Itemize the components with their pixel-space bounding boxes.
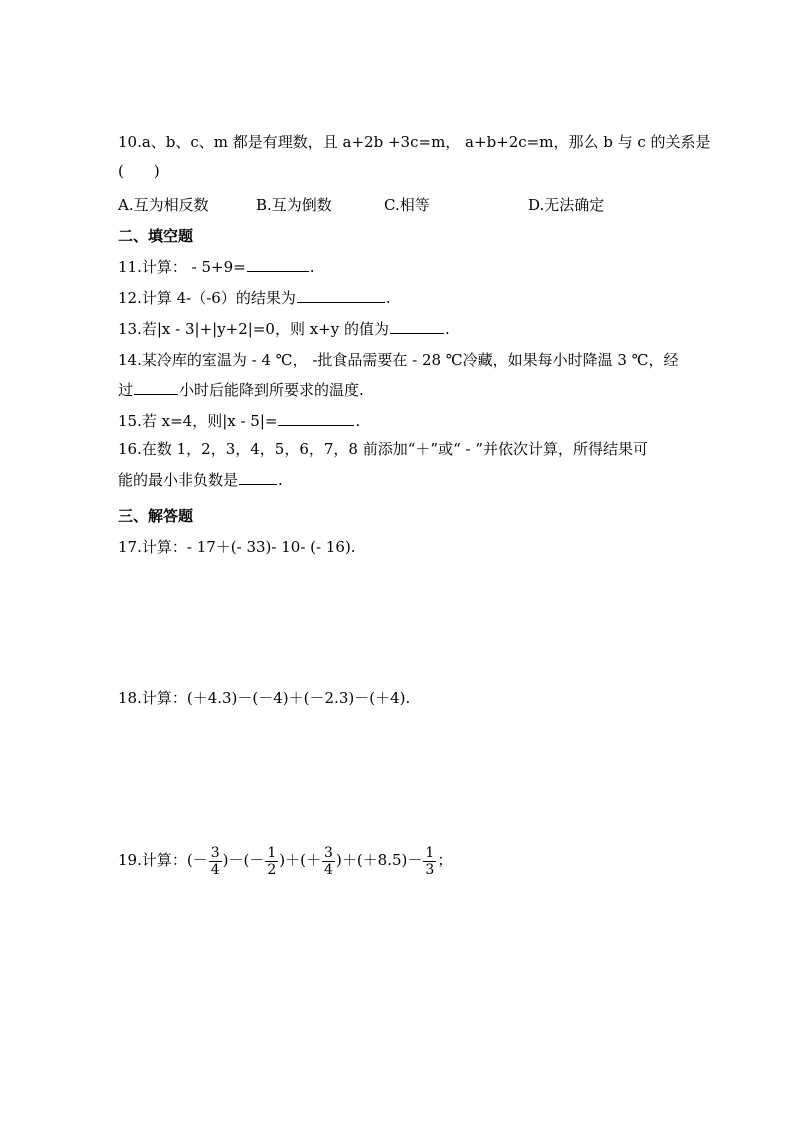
operator: ＋ xyxy=(285,851,301,869)
question-14-line-2 xyxy=(118,379,364,401)
question-19-prefix: 19.计算： xyxy=(118,851,187,869)
paren-close: ) xyxy=(222,851,229,869)
paren-open: (－ xyxy=(243,851,265,869)
question-14-line-2-end: 小时后能降到所要求的温度. xyxy=(179,381,364,399)
question-16-line-1: 16.在数 1，2，3，4，5，6，7，8 前添加“＋”或“ - ”并依次计算，所得结果可 xyxy=(118,440,649,458)
question-12 xyxy=(118,287,391,309)
question-18: 18.计算：(＋4.3)－(－4)＋(－2.3)－(＋4). xyxy=(118,689,411,707)
denominator: 4 xyxy=(210,861,220,878)
question-14-line-1: 14.某冷库的室温为 - 4 ℃， -批食品需要在 - 28 ℃冷藏，如果每小时降温 3 ℃，经 xyxy=(118,351,679,369)
answer-blank xyxy=(134,379,178,395)
question-13-end: . xyxy=(444,320,450,338)
denominator: 3 xyxy=(425,861,435,878)
question-19 xyxy=(118,838,452,882)
question-14-line-2-start: 过 xyxy=(118,381,134,399)
paren-open: (－ xyxy=(186,851,208,869)
option-d: D.无法确定 xyxy=(528,196,605,214)
operator: ＋ xyxy=(341,851,357,869)
semicolon: ； xyxy=(437,851,453,869)
question-15 xyxy=(118,410,360,432)
question-16-line-2 xyxy=(118,469,283,491)
option-b: B.互为倒数 xyxy=(256,196,332,214)
question-10-options xyxy=(118,194,604,216)
answer-blank xyxy=(390,318,444,334)
term-eight-point-five: (＋8.5) xyxy=(356,851,408,869)
option-a: A.互为相反数 xyxy=(118,196,209,214)
question-11 xyxy=(118,256,314,278)
fraction-three-quarters-positive xyxy=(322,845,335,878)
question-13-text: 13.若|x - 3|+|y+2|=0，则 x+y 的值为 xyxy=(118,320,389,338)
numerator: 3 xyxy=(210,844,220,861)
option-c: C.相等 xyxy=(384,196,430,214)
denominator: 4 xyxy=(324,861,333,878)
question-16-line-2-end: . xyxy=(278,471,283,489)
fraction-three-quarters xyxy=(209,845,222,878)
answer-blank xyxy=(239,469,277,485)
answer-blank xyxy=(297,287,385,303)
operator: － xyxy=(228,851,244,869)
question-16-line-2-start: 能的最小非负数是 xyxy=(118,471,239,489)
question-17: 17.计算：- 17＋(- 33)- 10- (- 16). xyxy=(118,538,356,556)
section-title-solutions: 三、解答题 xyxy=(118,507,194,525)
numerator: 1 xyxy=(267,844,277,861)
question-10-text: 10.a、b、c、m 都是有理数，且 a+2b +3c=m， a+b+2c=m，那么 b 与 c 的关系是 xyxy=(118,133,711,151)
numerator: 1 xyxy=(425,844,435,861)
question-11-end: . xyxy=(309,258,315,276)
question-12-end: . xyxy=(385,289,391,307)
fraction-one-third xyxy=(423,845,436,878)
question-11-text: 11.计算： - 5+9= xyxy=(118,258,246,276)
paren-close: ) xyxy=(335,851,342,869)
numerator: 3 xyxy=(324,844,333,861)
operator: － xyxy=(407,851,423,869)
fraction-one-half xyxy=(265,845,278,878)
answer-blank xyxy=(247,256,309,272)
paren-open: (＋ xyxy=(300,851,322,869)
answer-blank xyxy=(278,410,354,426)
question-12-text: 12.计算 4-（-6）的结果为 xyxy=(118,289,296,307)
section-title-fill-in-blank: 二、填空题 xyxy=(118,227,194,245)
question-13 xyxy=(118,318,450,340)
question-15-end: . xyxy=(355,412,361,430)
paren-close: ) xyxy=(279,851,286,869)
question-15-text: 15.若 x=4，则|x - 5|= xyxy=(118,412,278,430)
denominator: 2 xyxy=(267,861,277,878)
question-10-answer-parentheses: ( ) xyxy=(118,162,160,180)
